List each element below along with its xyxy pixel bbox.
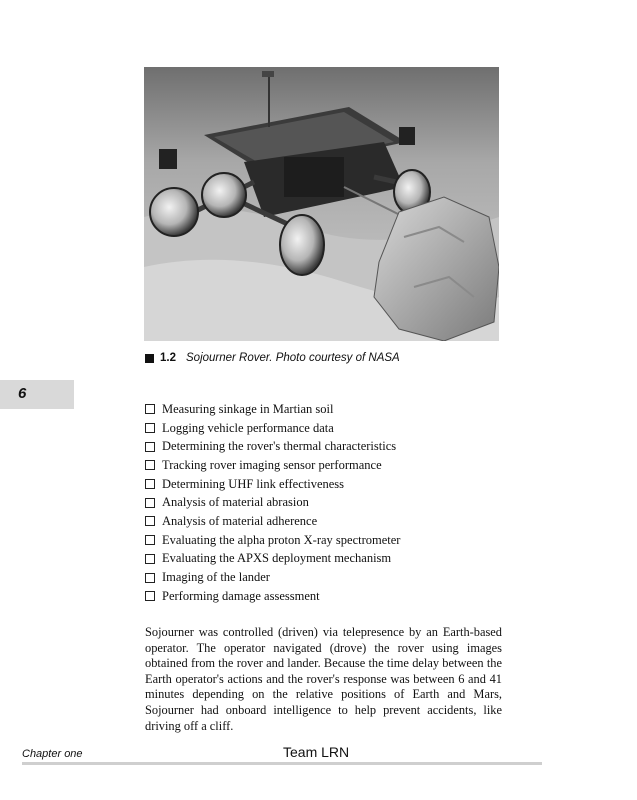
checklist-item [145, 456, 505, 475]
rover-photo-illustration [144, 67, 499, 341]
checkbox-icon [145, 535, 155, 545]
checklist-item-text: Analysis of material adherence [162, 513, 318, 528]
checklist-item-text: Tracking rover imaging sensor performance [162, 457, 382, 472]
checklist-item-text: Measuring sinkage in Martian soil [162, 401, 334, 416]
checkbox-icon [145, 479, 155, 489]
checklist-item [145, 587, 505, 606]
checklist-item-text: Evaluating the APXS deployment mechanism [162, 551, 392, 566]
checkbox-icon [145, 442, 155, 452]
figure-caption [145, 350, 400, 366]
checkbox-icon [145, 404, 155, 414]
page-number: 6 [18, 385, 27, 402]
checkbox-icon [145, 498, 155, 508]
checklist [145, 400, 505, 606]
checkbox-icon [145, 573, 155, 583]
checklist-item-text: Logging vehicle performance data [162, 420, 334, 435]
checklist-item [145, 568, 505, 587]
checklist-item [145, 400, 505, 419]
checklist-item [145, 437, 505, 456]
checklist-item [145, 493, 505, 512]
checklist-item [145, 475, 505, 494]
footer-team: Team LRN [283, 744, 350, 760]
page-number-tab [0, 380, 74, 409]
checklist-item-text: Evaluating the alpha proton X-ray spectrometer [162, 532, 401, 547]
checklist-item-text: Determining UHF link effectiveness [162, 476, 345, 491]
body-paragraph: Sojourner was controlled (driven) via telepresence by an Earth-based operator. The operator navigated (drove) the rover using images obtained from the rover and lander. Because the time delay between the Earth operator's actions and the rover's response was between 6 and 41 minutes depending on the relative positions of Earth and Mars, Sojourner had onboard intelligence to help prevent accidents, like driving off a cliff. [145, 625, 502, 733]
checkbox-icon [145, 591, 155, 601]
rover-photo [144, 67, 499, 341]
checklist-item [145, 512, 505, 531]
figure-caption-text: Sojourner Rover. Photo courtesy of NASA [186, 352, 400, 364]
checklist-item [145, 550, 505, 569]
checklist-item-text: Imaging of the lander [162, 570, 270, 585]
checklist-item-text: Determining the rover's thermal characteristics [162, 439, 397, 454]
checkbox-icon [145, 554, 155, 564]
footer-chapter: Chapter one [22, 748, 83, 760]
checkbox-icon [145, 423, 155, 433]
caption-square-icon [145, 354, 154, 363]
figure-number: 1.2 [160, 352, 176, 364]
footer-divider [22, 762, 542, 765]
checklist-item [145, 419, 505, 438]
checklist-item-text: Analysis of material abrasion [162, 495, 309, 510]
checkbox-icon [145, 460, 155, 470]
checklist-item [145, 531, 505, 550]
checklist-item-text: Performing damage assessment [162, 588, 320, 603]
checkbox-icon [145, 516, 155, 526]
